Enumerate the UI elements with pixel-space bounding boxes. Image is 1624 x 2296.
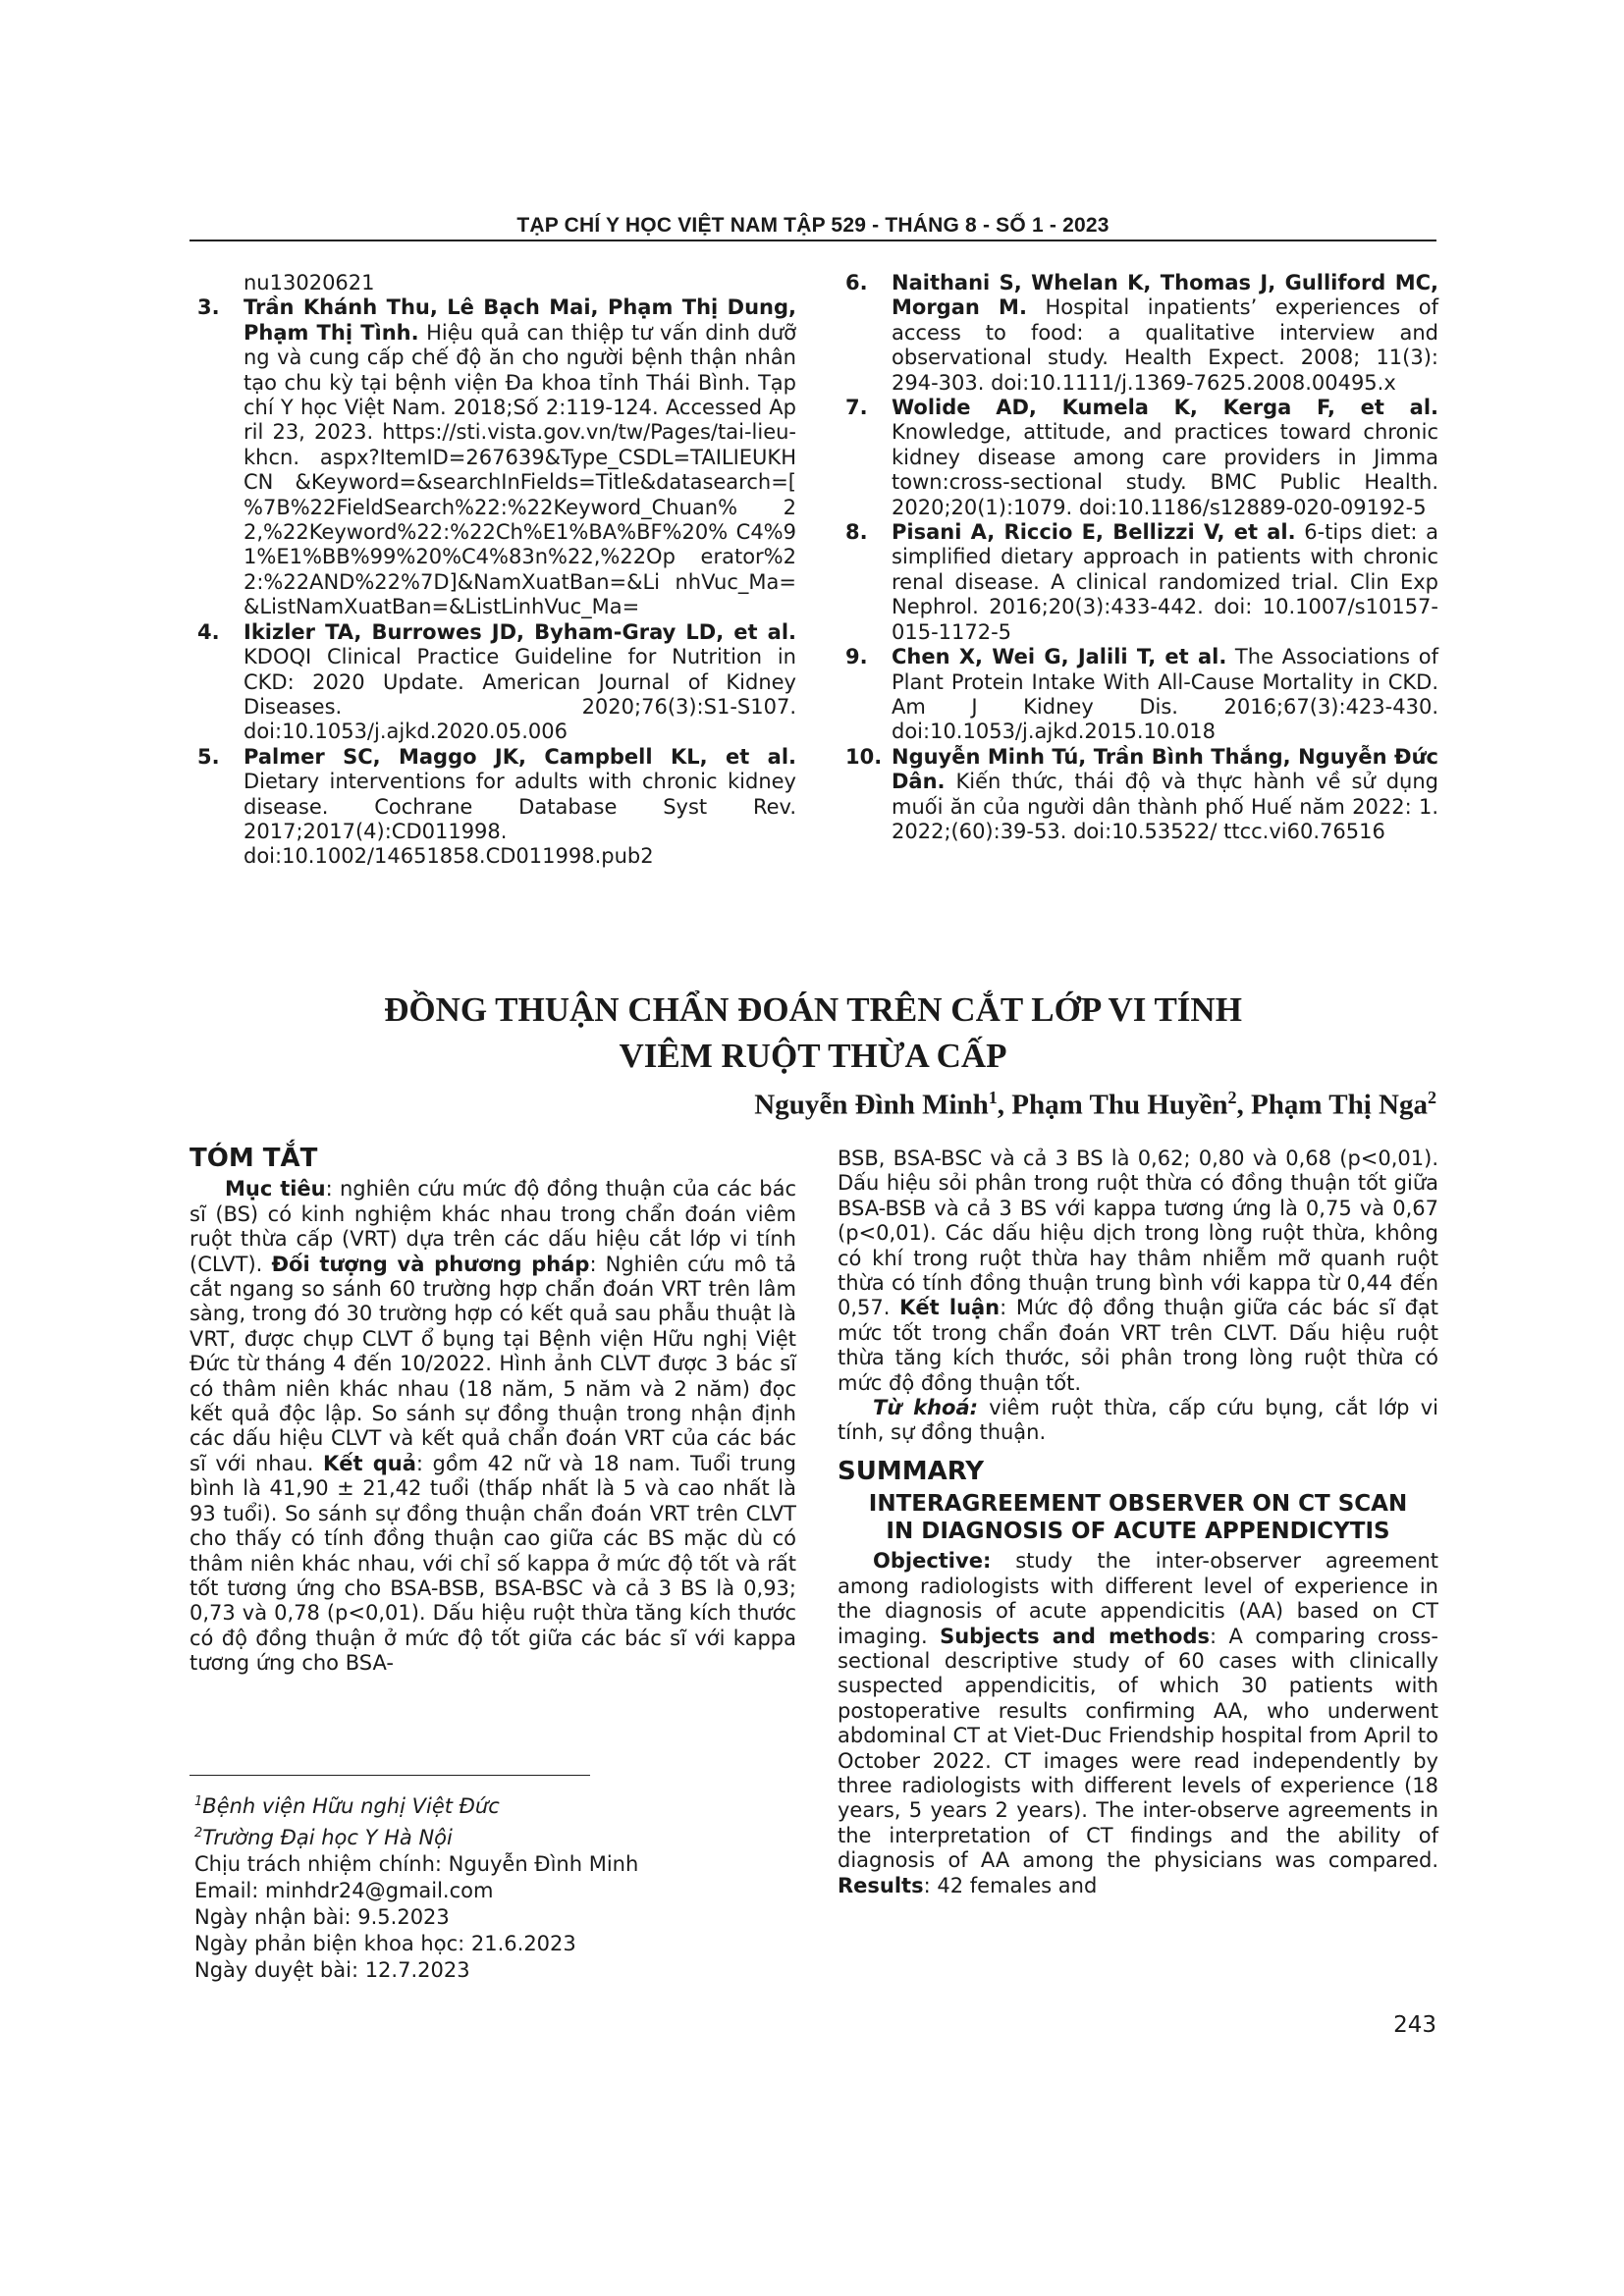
reference-text: 6-tips diet: a simplified dietary approach in patients with chronic renal disease. A clinical randomized trial. Clin Exp Nephrol. 2016;20(3):433-442. doi: 10.1007/s10157-015-1172-5 <box>892 520 1438 644</box>
reference-item-5: 5. Palmer SC, Maggo JK, Campbell KL, et al. Dietary interventions for adults with chronic kidney disease. Cochrane Database Syst Rev. 2017;2017(4):CD011998. doi:10.1002/14651858.CD011998.pub2 <box>197 744 796 869</box>
author-name: Phạm Thị Nga <box>1251 1089 1428 1121</box>
reference-text: Dietary interventions for adults with chronic kidney disease. Cochrane Database Syst Rev. 2017;2017(4):CD011998. doi:10.1002/14651858.CD011998.pub2 <box>244 770 796 869</box>
reference-text: KDOQI Clinical Practice Guideline for Nutrition in CKD: 2020 Update. American Journal of Kidney Diseases. 2020;76(3):S1-S107. doi:10.1053/j.ajkd.2020.05.006 <box>244 645 796 744</box>
abstract-vi-left-column <box>189 1144 796 1677</box>
section-heading: TÓM TẮT <box>189 1144 318 1173</box>
reference-authors: Pisani A, Riccio E, Bellizzi V, et al. <box>892 520 1296 545</box>
reference-authors: Palmer SC, Maggo JK, Campbell KL, et al. <box>244 744 796 769</box>
reference-text: The Associations of Plant Protein Intake With All-Cause Mortality in CKD. Am J Kidney Dis. 2016;67(3):423-430. doi:10.1053/j.ajkd.2015.10.018 <box>892 645 1438 744</box>
abstract-paragraph: Mục tiêu: nghiên cứu mức độ đồng thuận của các bác sĩ (BS) có kinh nghiệm khác nhau trong chẩn đoán viêm ruột thừa cấp (VRT) dựa trên các dấu hiệu cắt lớp vi tính (CLVT). Đối tượng và phương pháp: Nghiên cứu mô tả cắt ngang so sánh 60 trường hợp chẩn đoán VRT trên lâm sàng, trong đó 30 trường hợp có kết quả sau phẫu thuật là VRT, được chụp CLVT ổ bụng tại Bệnh viện Hữu nghị Việt Đức từ tháng 4 đến 10/2022. Hình ảnh CLVT được 3 bác sĩ có thâm niên khác nhau (18 năm, 5 năm và 2 năm) đọc kết quả độc lập. So sánh sự đồng thuận trong nhận định các dấu hiệu CLVT và kết quả chẩn đoán VRT của các bác sĩ với nhau. Kết quả: gồm 42 nữ và 18 nam. Tuổi trung bình là 41,90 ± 21,42 tuổi (thấp nhất là 5 và cao nhất là 93 tuổi). So sánh sự đồng thuận chẩn đoán VRT trên CLVT cho thấy có tính đồng thuận cao giữa các BS mặc dù có thâm niên khác nhau, với chỉ số kappa ở mức độ tốt và rất tốt tương ứng cho BSA-BSB, BSA-BSC và cả 3 BS là 0,93; 0,73 và 0,78 (p<0,01). Dấu hiệu ruột thừa tăng kích thước có độ đồng thuận ở mức độ tốt giữa các bác sĩ với kappa tương ứng cho BSA- <box>189 1177 796 1676</box>
article-title: ĐỒNG THUẬN CHẨN ĐOÁN TRÊN CẮT LỚP VI TÍNH VIÊM RUỘT THỪA CẤP <box>384 990 1242 1075</box>
english-title: INTERAGREEMENT OBSERVER ON CT SCAN IN DIAGNOSIS OF ACUTE APPENDICYTIS <box>868 1491 1408 1545</box>
reference-item-4: 4. Ikizler TA, Burrowes JD, Byham-Gray LD, et al. KDOQI Clinical Practice Guideline for Nutrition in CKD: 2020 Update. American Journal of Kidney Diseases. 2020;76(3):S1-S107. doi:10.1053/j.ajkd.2020.05.006 <box>197 619 796 744</box>
reference-authors: Wolide AD, Kumela K, Kerga F, et al. <box>892 396 1438 420</box>
reference-continuation: nu13020621 <box>244 271 375 294</box>
reference-item-6: 6. Naithani S, Whelan K, Thomas J, Gulliford MC, Morgan M. Hospital inpatients’ experiences of access to food: a qualitative interview and observational study. Health Expect. 2008; 11(3): 294-303. doi:10.1111/j.1369-7625.2008.00495.x <box>845 271 1438 395</box>
footnotes <box>194 1789 784 1984</box>
running-header: TẠP CHÍ Y HỌC VIỆT NAM TẬP 529 - THÁNG 8 - SỐ 1 - 2023 <box>516 214 1110 237</box>
reference-text: Hospital inpatients’ experiences of access to food: a qualitative interview and observational study. Health Expect. 2008; 11(3): 294-303. doi:10.1111/j.1369-7625.2008.00495.x <box>892 295 1438 395</box>
reference-authors: Ikizler TA, Burrowes JD, Byham-Gray LD, et al. <box>244 619 796 644</box>
keywords: Từ khoá: viêm ruột thừa, cấp cứu bụng, cắt lớp vi tính, sự đồng thuận. <box>838 1396 1438 1445</box>
reference-item-10: 10. Nguyễn Minh Tú, Trần Bình Thắng, Nguyễn Đức Dân. Kiến thức, thái độ và thực hành về sử dụng muối ăn của người dân thành phố Huế năm 2022: 1. 2022;(60):39-53. doi:10.53522/ ttcc.vi60.76516 <box>845 744 1438 843</box>
reference-authors: Chen X, Wei G, Jalili T, et al. <box>892 645 1227 669</box>
footnote-affiliation: $^1$Bệnh viện Hữu nghị Việt Đức <box>194 1794 500 1818</box>
footnote-affiliation: $^2$Trường Đại học Y Hà Nội <box>194 1826 453 1849</box>
footnote-email: Email: minhdr24@gmail.com <box>194 1879 494 1902</box>
abstract-paragraph: Objective: study the inter-observer agreement among radiologists with different level of experience in the diagnosis of acute appendicitis (AA) based on CT imaging. Subjects and methods: A comparing cross-sectional descriptive study of 60 cases with clinically suspected appendicitis, of which 30 patients with postoperative results confirming AA, who underwent abdominal CT at Viet-Duc Friendship hospital from April to October 2022. CT images were read independently by three radiologists with different levels of experience (18 years, 5 years 2 years). The inter-observe agreements in the interpretation of CT findings and the ability of diagnosis of AA among the physicians was compared. Results: 42 females and <box>838 1549 1438 1897</box>
section-heading: SUMMARY <box>838 1456 985 1486</box>
reference-text: Hiệu quả can thiệp tư vấn dinh dưỡng và cung cấp chế độ ăn cho người bệnh thận nhân tạo chu kỳ tại bệnh viện Đa khoa tỉnh Thái Bình. Tạp chí Y học Việt Nam. 2018;Số 2:119-124. Accessed April 23, 2023. https://sti.vista.gov.vn/tw/Pages/tai-lieu-khcn. aspx?ItemID=267639&Type_CSDL=TAILIEUKHCN &Keyword=&searchInFields=Title&datasearch=[ %7B%22FieldSearch%22:%22Keyword_Chuan% 22,%22Keyword%22:%22Ch%E1%BA%BF%20% C4%91%E1%BB%99%20%C4%83n%22,%22Op erator%22:%22AND%22%7D]&NamXuatBan=&Li nhVuc_Ma=&ListNamXuatBan=&ListLinhVuc_Ma= <box>244 320 796 619</box>
author-name: Phạm Thu Huyền <box>1011 1089 1228 1121</box>
references-left-column <box>189 271 796 870</box>
page-number: 243 <box>1393 2012 1436 2038</box>
footnote-accepted: Ngày duyệt bài: 12.7.2023 <box>194 1958 470 1982</box>
footnote-rule <box>189 1775 590 1776</box>
footnote-reviewed: Ngày phản biện khoa học: 21.6.2023 <box>194 1932 576 1955</box>
footnote-received: Ngày nhận bài: 9.5.2023 <box>194 1905 450 1929</box>
reference-authors: Naithani S, Whelan K, Thomas J, Gulliford MC, Morgan M. <box>892 271 1438 320</box>
reference-text: Knowledge, attitude, and practices toward chronic kidney disease among care providers in Jimma town:cross-sectional study. BMC Public Health. 2020;20(1):1079. doi:10.1186/s12889-020-09192-5 <box>892 420 1438 519</box>
header-rule <box>189 240 1436 241</box>
footnote-corresponding: Chịu trách nhiệm chính: Nguyễn Đình Minh <box>194 1852 639 1876</box>
author-name: Nguyễn Đình Minh <box>754 1089 989 1121</box>
author-list: Nguyễn Đình Minh$^1$, Phạm Thu Huyền$^2$, Phạm Thị Nga$^2$ <box>754 1088 1436 1121</box>
reference-item-3: 3. Trần Khánh Thu, Lê Bạch Mai, Phạm Thị Dung, Phạm Thị Tình. Hiệu quả can thiệp tư vấn dinh dưỡng và cung cấp chế độ ăn cho người bệnh thận nhân tạo chu kỳ tại bệnh viện Đa khoa tỉnh Thái Bình. Tạp chí Y học Việt Nam. 2018;Số 2:119-124. Accessed April 23, 2023. https://sti.vista.gov.vn/tw/Pages/tai-lieu-khcn. aspx?ItemID=267639&Type_CSDL=TAILIEUKHCN &Keyword=&searchInFields=Title&datasearch=[ %7B%22FieldSearch%22:%22Keyword_Chuan% 22,%22Keyword%22:%22Ch%E1%BA%BF%20% C4%91%E1%BB%99%20%C4%83n%22,%22Op erator%22:%22AND%22%7D]&NamXuatBan=&Li nhVuc_Ma=&ListNamXuatBan=&ListLinhVuc_Ma= <box>197 295 796 619</box>
abstract-right-column <box>838 1147 1438 1898</box>
abstract-paragraph: BSB, BSA-BSC và cả 3 BS là 0,62; 0,80 và 0,68 (p<0,01). Dấu hiệu sỏi phân trong ruột thừa có đồng thuận tốt giữa BSA-BSB và cả 3 BS với kappa tương ứng là 0,75 và 0,67 (p<0,01). Các dấu hiệu dịch trong lòng ruột thừa, không có khí trong ruột thừa hay thâm nhiễm mỡ quanh ruột thừa có tính đồng thuận trung bình với kappa từ 0,44 đến 0,57. Kết luận: Mức độ đồng thuận giữa các bác sĩ đạt mức tốt trong chẩn đoán VRT trên CLVT. Dấu hiệu ruột thừa tăng kích thước, sỏi phân trong lòng ruột thừa có mức độ đồng thuận tốt. <box>838 1147 1439 1395</box>
reference-item-8: 8. Pisani A, Riccio E, Bellizzi V, et al. 6-tips diet: a simplified dietary approach in patients with chronic renal disease. A clinical randomized trial. Clin Exp Nephrol. 2016;20(3):433-442. doi: 10.1007/s10157-015-1172-5 <box>845 520 1438 644</box>
reference-authors: Nguyễn Minh Tú, Trần Bình Thắng, Nguyễn Đức Dân. <box>892 744 1438 794</box>
reference-text: Kiến thức, thái độ và thực hành về sử dụng muối ăn của người dân thành phố Huế năm 2022: 1. 2022;(60):39-53. doi:10.53522/ ttcc.vi60.76516 <box>892 770 1438 843</box>
references-right-column <box>838 271 1438 844</box>
reference-authors: Trần Khánh Thu, Lê Bạch Mai, Phạm Thị Dung, Phạm Thị Tình. <box>244 295 796 345</box>
reference-item-7: 7. Wolide AD, Kumela K, Kerga F, et al. Knowledge, attitude, and practices toward chronic kidney disease among care providers in Jimma town:cross-sectional study. BMC Public Health. 2020;20(1):1079. doi:10.1186/s12889-020-09192-5 <box>845 396 1438 519</box>
reference-item-9: 9. Chen X, Wei G, Jalili T, et al. The Associations of Plant Protein Intake With All-Cause Mortality in CKD. Am J Kidney Dis. 2016;67(3):423-430. doi:10.1053/j.ajkd.2015.10.018 <box>845 645 1438 744</box>
